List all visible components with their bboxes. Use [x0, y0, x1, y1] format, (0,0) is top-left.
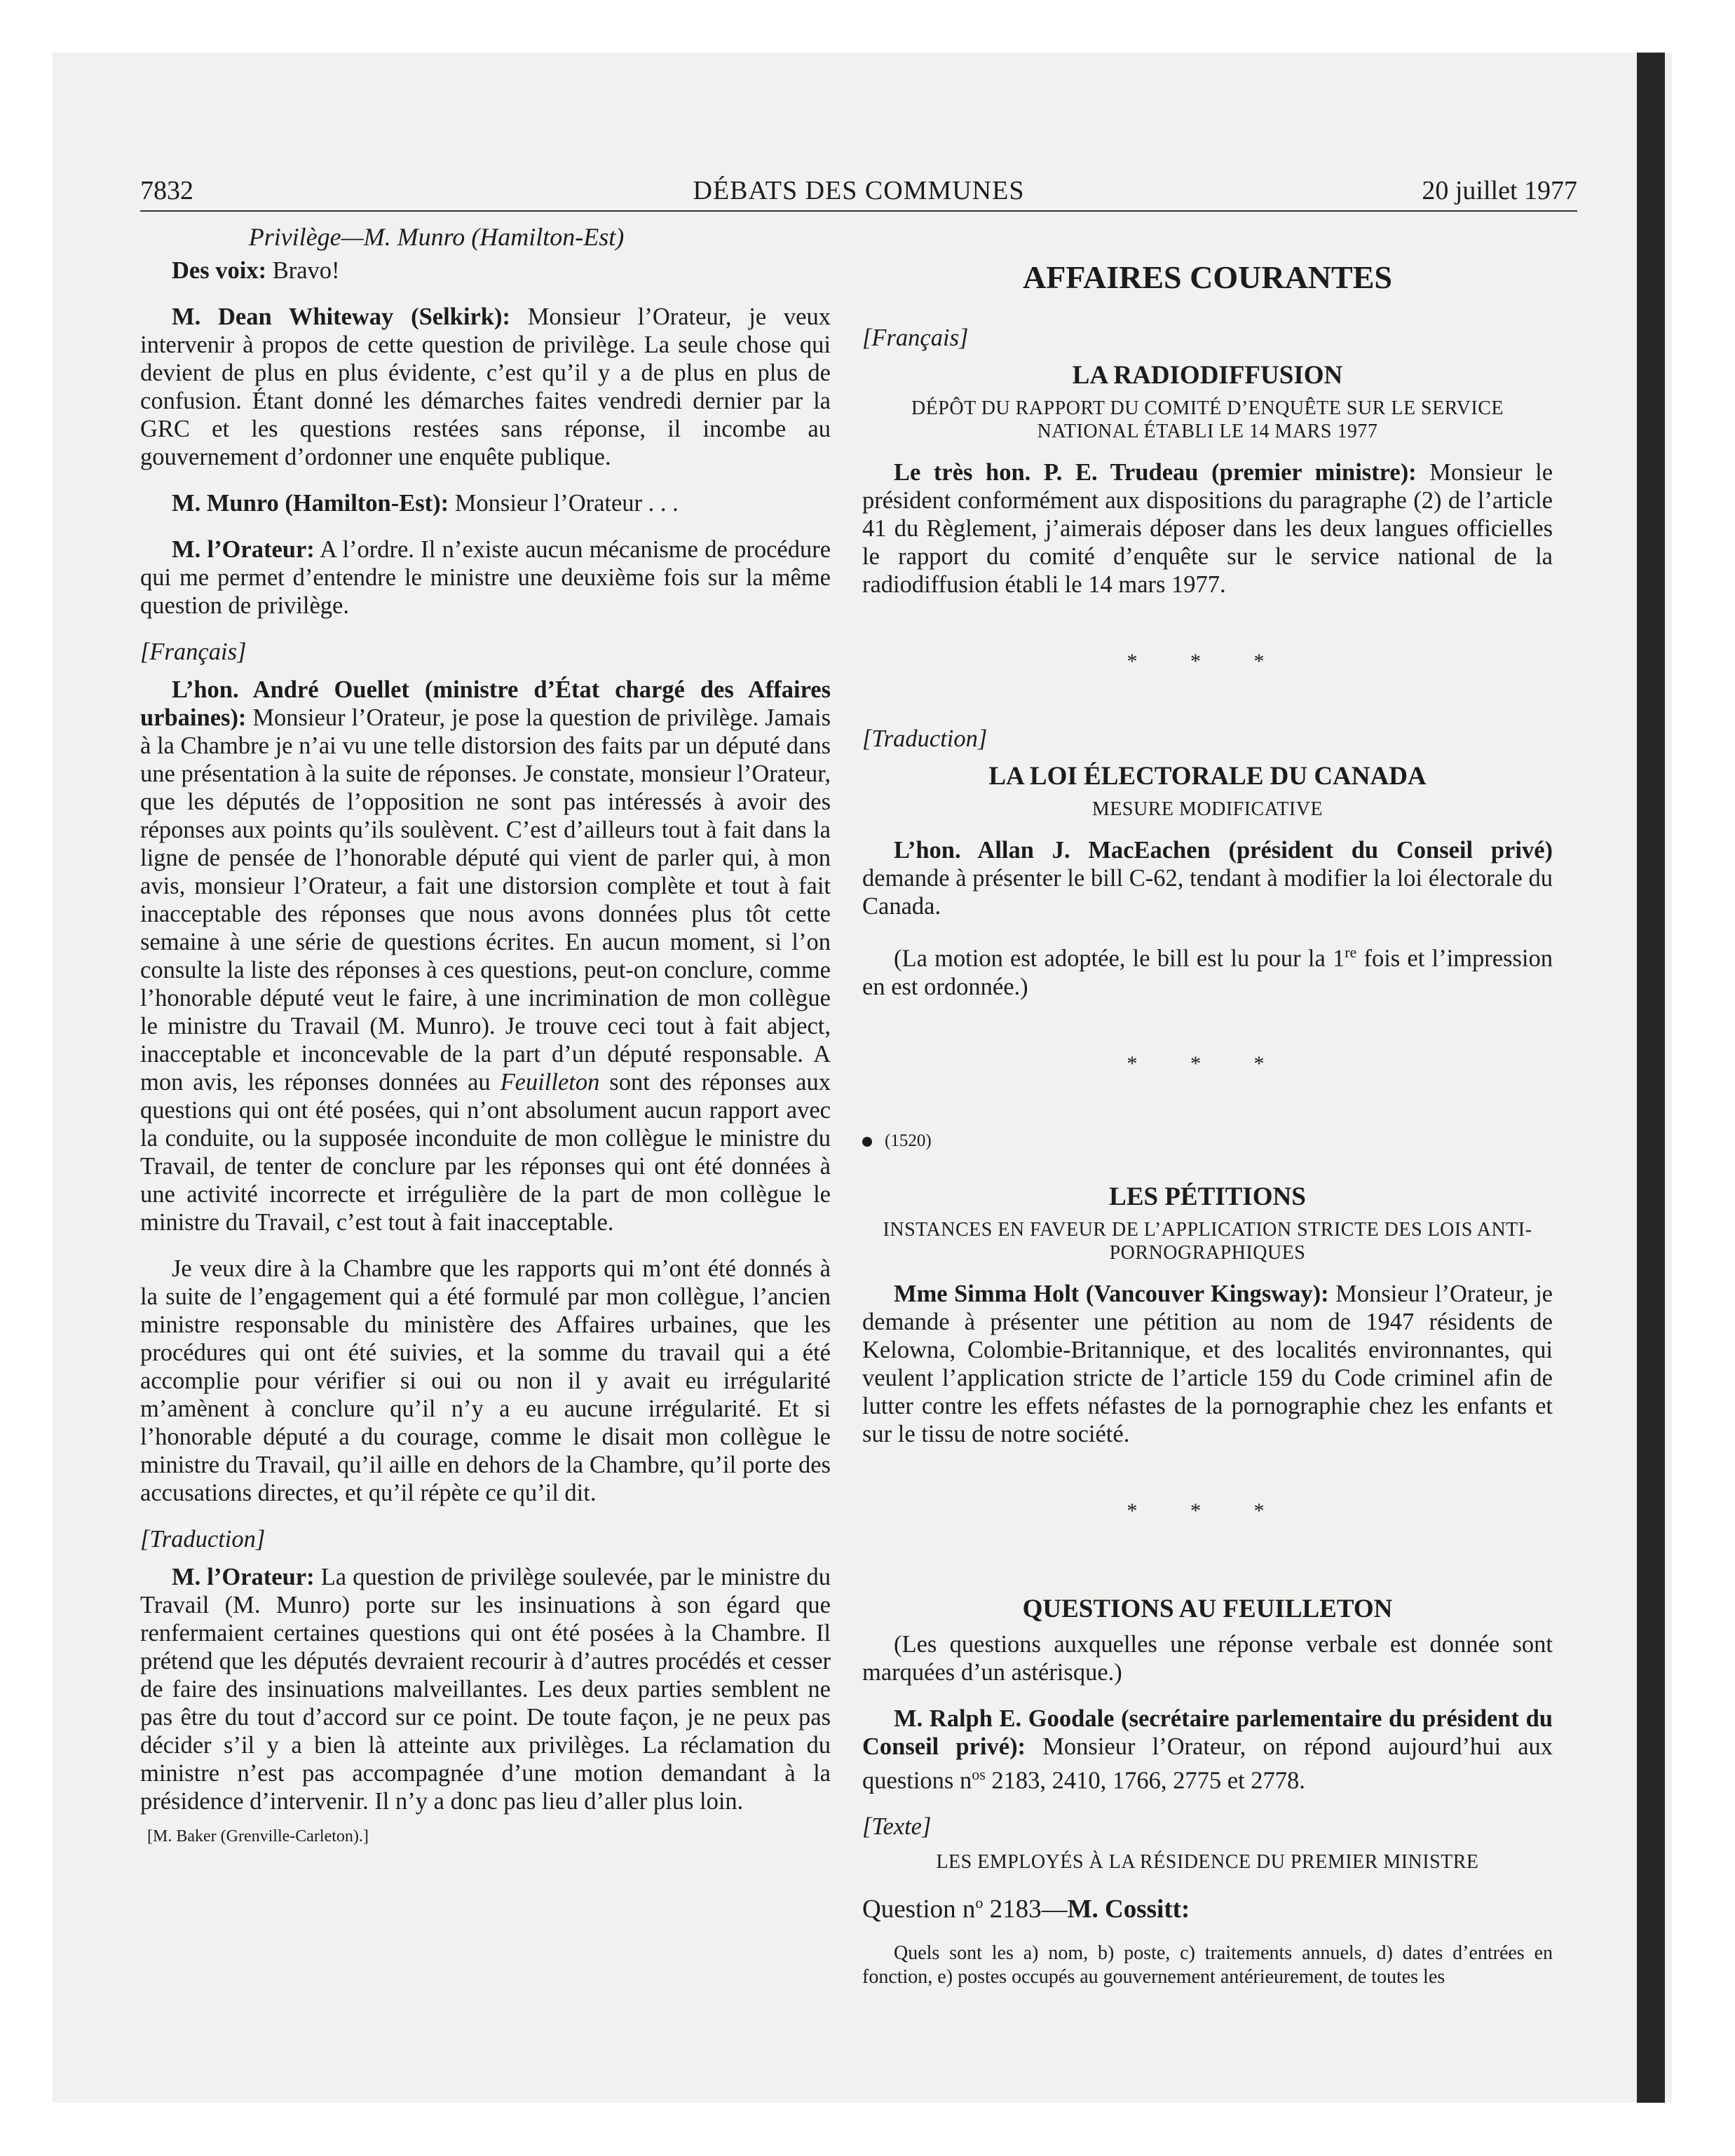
paragraph: Je veux dire à la Chambre que les rapports qui m’ont été donnés à la suite de l’engagement qui a été formulé par mon collègue, l’ancien ministre responsable du ministère des Affaires urbaines, que les procédures qui ont été suivies, et la somme du travail qui a été accomplie pour vérifier si oui ou non il y avait eu irrégularité m’amènent à conclure qu’il n’y a eu aucune irrégularité. Et si l’honorable député a du courage, comme le disait mon collègue le ministre du Travail, qu’il aille en dehors de la Chambre, qu’il porte des accusations directes, et qu’il répète ce qu’il dit. — [140, 1255, 831, 1506]
speaker: Mme Simma Holt (Vancouver Kingsway): — [894, 1280, 1329, 1307]
section-title: AFFAIRES COURANTES — [1023, 259, 1392, 295]
heading: LES PÉTITIONS — [1109, 1182, 1306, 1211]
language-tag: [Traduction] — [862, 725, 988, 752]
section-separator: * * * — [1127, 1499, 1288, 1522]
page-header — [140, 168, 1577, 212]
page-date: 20 juillet 1977 — [1422, 176, 1577, 205]
language-tag: [Traduction] — [140, 1526, 266, 1553]
speaker: L’hon. André Ouellet (ministre d’État chargé des Affaires urbaines): — [140, 676, 831, 731]
page-number: 7832 — [140, 176, 193, 205]
paragraph: M. l’Orateur: A l’ordre. Il n’existe aucun mécanisme de procédure qui me permet d’entendre le ministre une deuxième fois sur la même question de privilège. — [140, 536, 831, 619]
question-body: Quels sont les a) nom, b) poste, c) traitements annuels, d) dates d’entrées en fonction, e) postes occupés au gouvernement antérieurement, de toutes les — [862, 1942, 1553, 1988]
running-head: Privilège—M. Munro (Hamilton-Est) — [248, 223, 625, 251]
speaker: Le très hon. P. E. Trudeau (premier ministre): — [894, 459, 1417, 486]
time-marker: (1520) — [862, 1127, 1553, 1155]
running-title: DÉBATS DES COMMUNES — [693, 176, 1025, 205]
heading: QUESTIONS AU FEUILLETON — [1022, 1594, 1393, 1623]
speaker: M. Ralph E. Goodale (secrétaire parlementaire du président du Conseil privé): — [862, 1705, 1553, 1760]
subheading: MESURE MODIFICATIVE — [1091, 798, 1324, 820]
left-column — [140, 223, 831, 1869]
heading: LA LOI ÉLECTORALE DU CANADA — [988, 762, 1427, 791]
bullet-icon — [862, 1137, 872, 1147]
paragraph: Des voix: Bravo! — [172, 257, 340, 284]
speaker: M. l’Orateur: — [172, 1564, 315, 1590]
speaker: M. Dean Whiteway (Selkirk): — [172, 303, 510, 330]
subheading: LES EMPLOYÉS À LA RÉSIDENCE DU PREMIER MINISTRE — [936, 1851, 1479, 1873]
paragraph: M. Ralph E. Goodale (secrétaire parlementaire du président du Conseil privé): Monsieur l’Orateur, on répond aujourd’hui aux questions $n^{os}$ 2183, 2410, 1766, 2775 et 2778. — [862, 1705, 1553, 1794]
language-tag: [Français] — [862, 325, 969, 351]
speaker: Des voix: — [172, 257, 267, 284]
paragraph: M. Munro (Hamilton-Est): Monsieur l’Orateur . . . — [172, 490, 679, 517]
speaker: M. Munro (Hamilton-Est): — [172, 490, 449, 517]
speaker: M. l’Orateur: — [172, 536, 315, 563]
language-tag: [Texte] — [862, 1813, 932, 1840]
heading: LA RADIODIFFUSION — [1072, 361, 1343, 390]
paragraph: (La motion est adoptée, le bill est lu pour la 1re fois et l’impression en est ordonnée.) — [862, 943, 1553, 1000]
paragraph: L’hon. Allan J. MacEachen (président du Conseil privé) demande à présenter le bill C-62, tendant à modifier la loi électorale du Canada. — [862, 837, 1553, 920]
language-tag: [Français] — [140, 639, 247, 665]
footnote: [M. Baker (Grenville-Carleton).] — [147, 1827, 369, 1845]
paragraph: (Les questions auxquelles une réponse verbale est donnée sont marquées d’un astérisque.) — [862, 1630, 1553, 1686]
right-column — [862, 223, 1553, 2007]
scan-edge-shadow — [1637, 53, 1665, 2103]
speaker: L’hon. Allan J. MacEachen (président du Conseil privé) — [894, 837, 1553, 864]
subheading: INSTANCES EN FAVEUR DE L’APPLICATION STRICTE DES LOIS ANTI-PORNOGRAPHIQUES — [883, 1218, 1532, 1264]
paragraph: Le très hon. P. E. Trudeau (premier ministre): Monsieur le président conformément aux dispositions du paragraphe (2) de l’article 41 du Règlement, j’aimerais déposer dans les deux langues officielles le rapport du comité d’enquête sur le service national de la radiodiffusion établi le 14 mars 1977. — [862, 459, 1553, 598]
section-separator: * * * — [1127, 650, 1288, 673]
paragraph: M. l’Orateur: La question de privilège soulevée, par le ministre du Travail (M. Munro) porte sur les insinuations à son égard que renfermaient certaines questions qui ont été posées à la Chambre. Il prétend que les députés devraient recourir à d’autres procédés et cesser de faire des insinuations malveillantes. Les deux parties semblent ne pas être du tout d’accord sur ce point. De toute façon, je ne peux pas décider s’il y a bien là atteinte aux privilèges. La réclamation du ministre n’est pas accompagnée d’une motion demandant à la présidence d’intervenir. Il n’y a donc pas lieu d’aller plus loin. — [140, 1564, 831, 1815]
paragraph: M. Dean Whiteway (Selkirk): Monsieur l’Orateur, je veux intervenir à propos de cette question de privilège. La seule chose qui devient de plus en plus évidente, c’est qu’il y a de plus en plus de confusion. Étant donné les démarches faites vendredi dernier par la GRC et les questions restées sans réponse, il incombe au gouvernement d’ordonner une enquête publique. — [140, 303, 831, 470]
paragraph: L’hon. André Ouellet (ministre d’État chargé des Affaires urbaines): Monsieur l’Orateur, je pose la question de privilège. Jamais à la Chambre je n’ai vu une telle distorsion des faits par un député dans une présentation à la suite de réponses. Je constate, monsieur l’Orateur, que les députés de l’opposition ne sont pas intéressés à avoir des réponses aux points qu’ils soulèvent. C’est d’ailleurs tout à fait dans la ligne de pensée de l’honorable député qui vient de parler qui, à mon avis, monsieur l’Orateur, a fait une distorsion complète et tout à fait inacceptable des réponses que nous avons données plus tôt cette semaine à une série de questions écrites. En aucun moment, si l’on consulte la liste des réponses à ces questions, peut-on conclure, comme l’honorable député veut le faire, à une incrimination de mon collègue le ministre du Travail (M. Munro). Je trouve ceci tout à fait abject, inacceptable et inconcevable de la part d’un député responsable. A mon avis, les réponses données au Feuilleton sont des réponses aux questions qui ont été posées, qui n’ont absolument aucun rapport avec la conduite, ou la supposée inconduite de mon collègue le ministre du Travail, de tenter de conclure par les réponses qui ont été données à une activité incorrecte et irrégulière de la part de mon collègue le ministre du Travail, c’est tout à fait inacceptable. — [140, 676, 831, 1236]
question-line: Question $n^o$ 2183—M. Cossitt: — [862, 1894, 1190, 1924]
subheading: DÉPÔT DU RAPPORT DU COMITÉ D’ENQUÊTE SUR LE SERVICE NATIONAL ÉTABLI LE 14 MARS 1977 — [911, 397, 1504, 442]
paragraph: Mme Simma Holt (Vancouver Kingsway): Monsieur l’Orateur, je demande à présenter une pétition au nom de 1947 résidents de Kelowna, Colombie-Britannique, et des localités environnantes, qui veulent l’application stricte de l’article 159 du Code criminel afin de lutter contre les effets néfastes de la pornographie chez les enfants et sur le tissu de notre société. — [862, 1280, 1553, 1447]
section-separator: * * * — [1127, 1051, 1288, 1075]
